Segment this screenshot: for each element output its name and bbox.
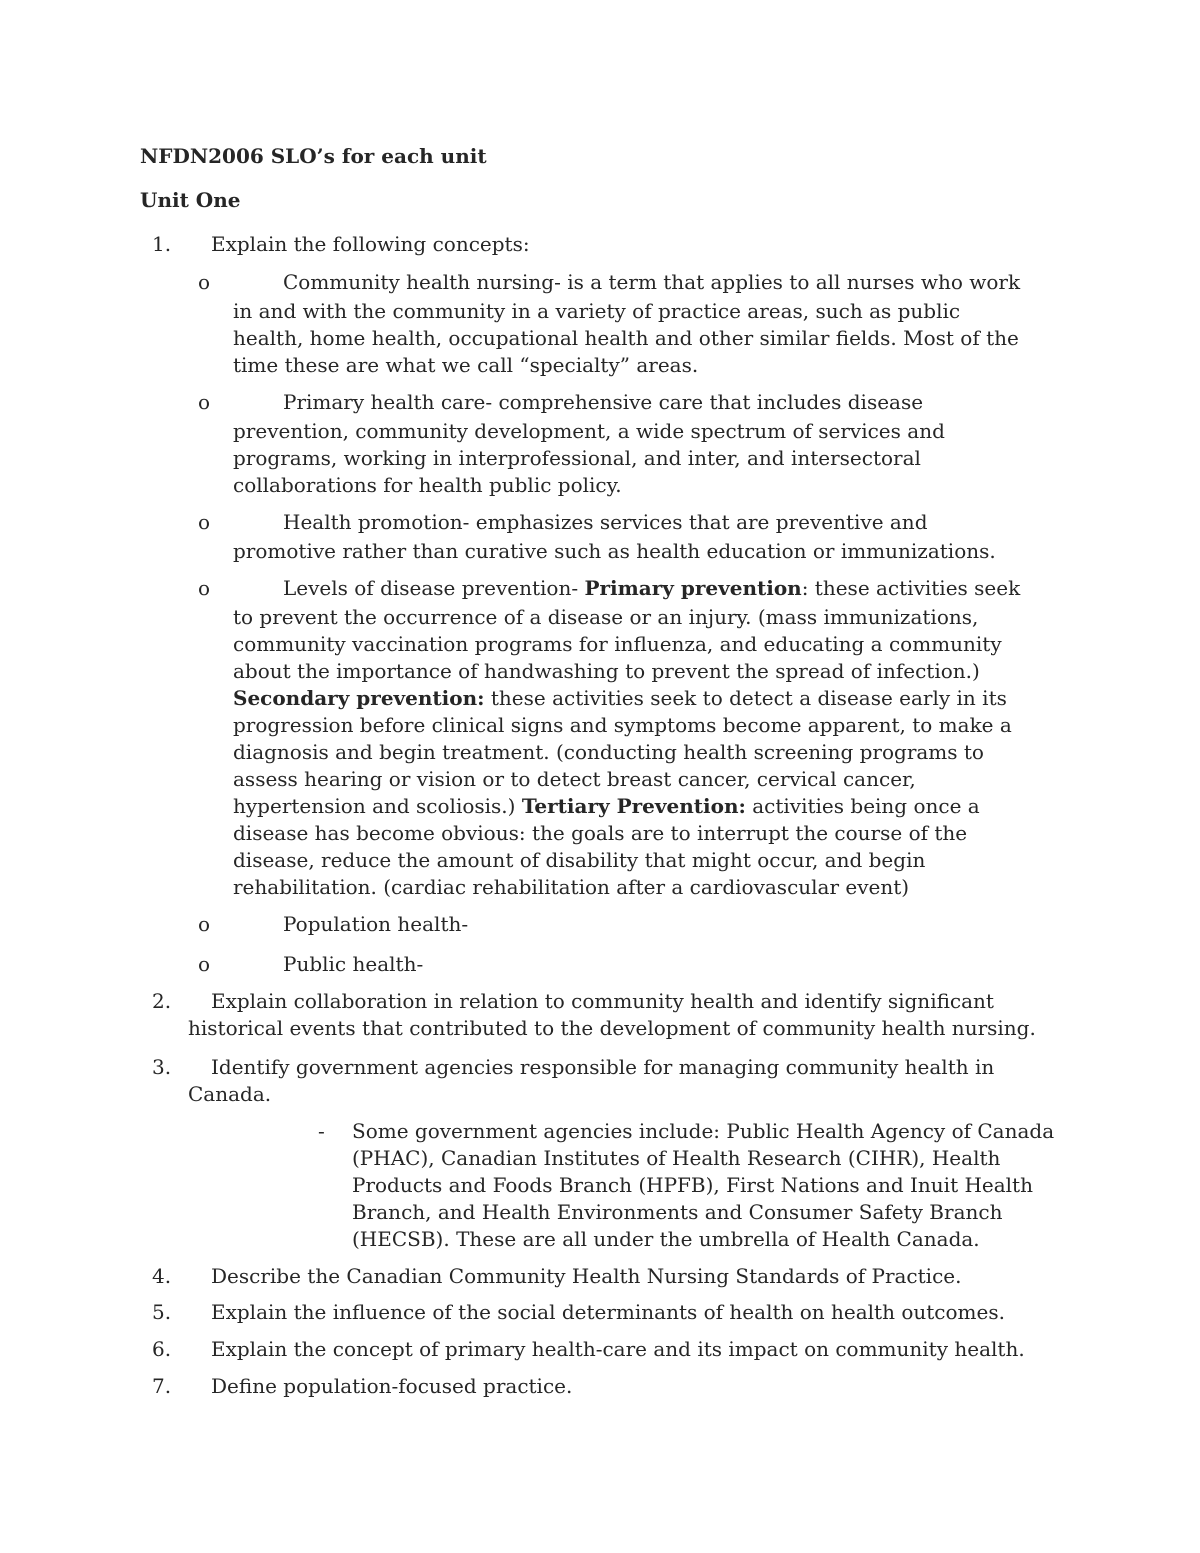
concept-line: prevention, community development, a wide spectrum of services and bbox=[233, 419, 945, 443]
concept-line: disease, reduce the amount of disability that might occur, and begin bbox=[233, 848, 926, 872]
agency-line: Products and Foods Branch (HPFB), First Nations and Inuit Health bbox=[352, 1173, 1033, 1197]
concept-line: Health promotion- emphasizes services that are preventive and bbox=[283, 510, 928, 534]
agency-line: Some government agencies include: Public Health Agency of Canada bbox=[352, 1119, 1055, 1143]
unit-heading: Unit One bbox=[140, 188, 241, 212]
concept-line: time these are what we call “specialty” areas. bbox=[233, 353, 699, 377]
item-number: 4. bbox=[152, 1264, 172, 1288]
agency-line: (HECSB). These are all under the umbrella of Health Canada. bbox=[352, 1227, 980, 1251]
concept-line: Community health nursing- is a term that applies to all nurses who work bbox=[283, 270, 1021, 294]
document-title: NFDN2006 SLO’s for each unit bbox=[140, 144, 487, 168]
bullet-marker: o bbox=[198, 912, 211, 936]
item-text: historical events that contributed to the development of community health nursing. bbox=[188, 1016, 1036, 1040]
concept-line: rehabilitation. (cardiac rehabilitation after a cardiovascular event) bbox=[233, 875, 910, 899]
concept-line: community vaccination programs for influenza, and educating a community bbox=[233, 632, 1002, 656]
item-text: Identify government agencies responsible for managing community health in bbox=[211, 1055, 995, 1079]
concept-line: Levels of disease prevention- Primary prevention: these activities seek bbox=[283, 576, 1021, 600]
item-number: 1. bbox=[152, 232, 172, 256]
concept-line: programs, working in interprofessional, and inter, and intersectoral bbox=[233, 446, 921, 470]
agency-line: Branch, and Health Environments and Consumer Safety Branch bbox=[352, 1200, 1003, 1224]
item-text: Describe the Canadian Community Health Nursing Standards of Practice. bbox=[211, 1264, 962, 1288]
concept-line: progression before clinical signs and symptoms become apparent, to make a bbox=[233, 713, 1012, 737]
concept-line: diagnosis and begin treatment. (conducting health screening programs to bbox=[233, 740, 984, 764]
concept-line: to prevent the occurrence of a disease or an injury. (mass immunizations, bbox=[233, 605, 979, 629]
item-number: 6. bbox=[152, 1337, 172, 1361]
agency-line: (PHAC), Canadian Institutes of Health Research (CIHR), Health bbox=[352, 1146, 1001, 1170]
concept-line: promotive rather than curative such as health education or immunizations. bbox=[233, 539, 996, 563]
item-text: Explain the concept of primary health-care and its impact on community health. bbox=[211, 1337, 1025, 1361]
bullet-marker: o bbox=[198, 390, 211, 414]
item-number: 2. bbox=[152, 989, 172, 1013]
item-number: 5. bbox=[152, 1300, 172, 1324]
item-text: Explain the influence of the social determinants of health on health outcomes. bbox=[211, 1300, 1005, 1324]
bullet-marker: o bbox=[198, 576, 211, 600]
term-tertiary-prevention: Tertiary Prevention: bbox=[521, 794, 746, 818]
concept-line: hypertension and scoliosis.) Tertiary Prevention: activities being once a bbox=[233, 794, 980, 818]
item-text: Canada. bbox=[188, 1082, 272, 1106]
bullet-marker: o bbox=[198, 952, 211, 976]
concept-line: about the importance of handwashing to prevent the spread of infection.) bbox=[233, 659, 980, 683]
concept-line: health, home health, occupational health and other similar fields. Most of the bbox=[233, 326, 1019, 350]
item-number: 7. bbox=[152, 1374, 172, 1398]
concept-line: collaborations for health public policy. bbox=[233, 473, 622, 497]
dash-marker: - bbox=[318, 1119, 325, 1143]
item-number: 3. bbox=[152, 1055, 172, 1079]
concept-line: Population health- bbox=[283, 912, 469, 936]
concept-line: Public health- bbox=[283, 952, 424, 976]
item-text: Explain collaboration in relation to community health and identify significant bbox=[211, 989, 994, 1013]
concept-line: Secondary prevention: these activities seek to detect a disease early in its bbox=[233, 686, 1007, 710]
concept-line: disease has become obvious: the goals are to interrupt the course of the bbox=[233, 821, 968, 845]
term-secondary-prevention: Secondary prevention: bbox=[233, 686, 485, 710]
item-text: Explain the following concepts: bbox=[211, 232, 530, 256]
item-text: Define population-focused practice. bbox=[211, 1374, 573, 1398]
concept-line: Primary health care- comprehensive care that includes disease bbox=[283, 390, 924, 414]
concept-line: in and with the community in a variety of practice areas, such as public bbox=[233, 299, 961, 323]
concept-line: assess hearing or vision or to detect breast cancer, cervical cancer, bbox=[233, 767, 916, 791]
term-primary-prevention: Primary prevention bbox=[584, 576, 802, 600]
bullet-marker: o bbox=[198, 510, 211, 534]
bullet-marker: o bbox=[198, 270, 211, 294]
